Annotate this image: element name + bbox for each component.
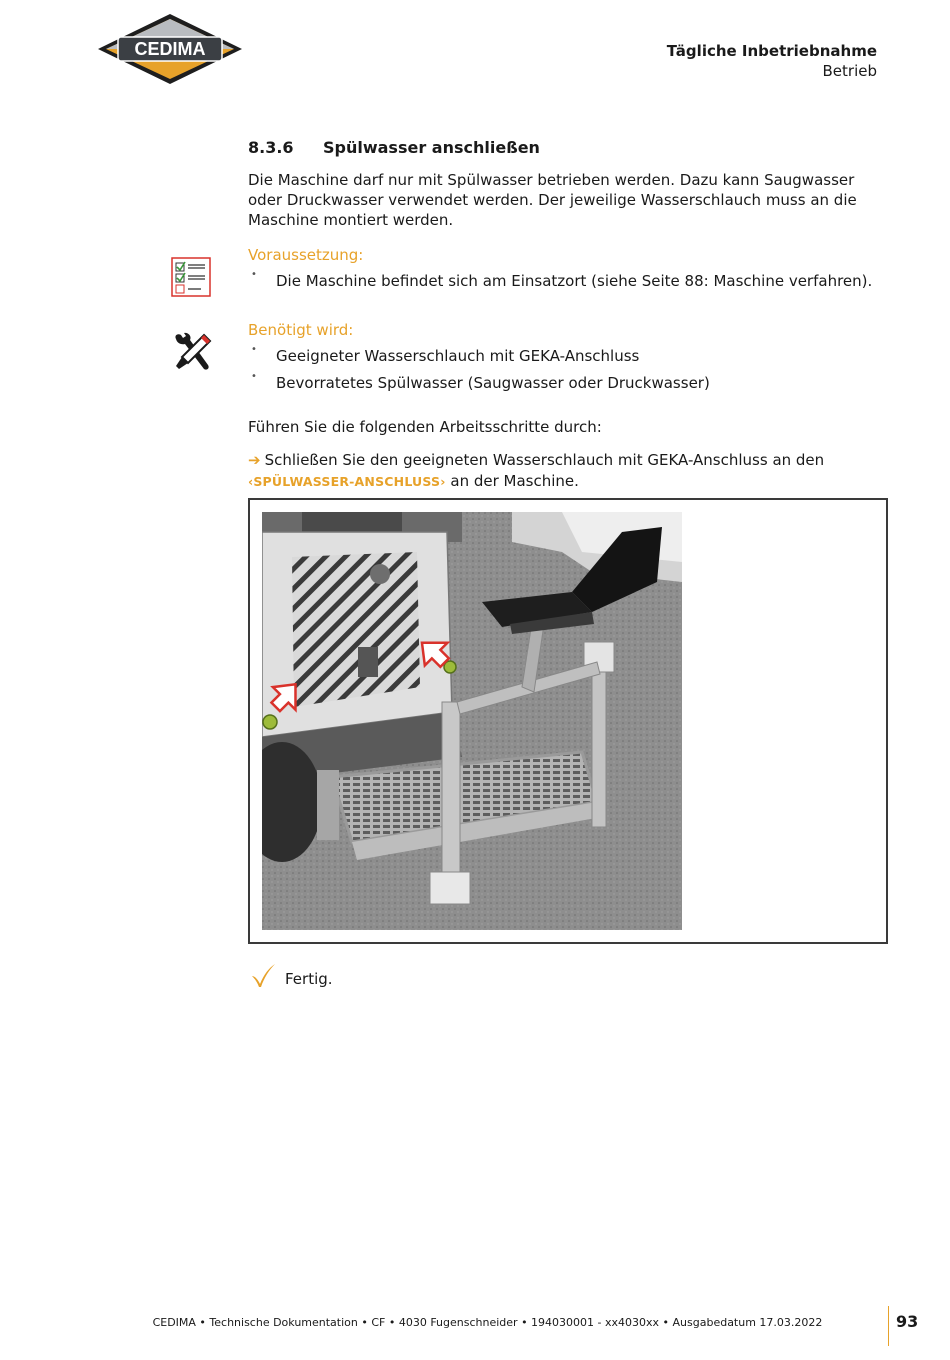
page-divider — [888, 1306, 889, 1346]
header-title: Tägliche Inbetriebnahme — [666, 42, 877, 60]
needed-label: Benötigt wird: — [248, 321, 354, 339]
footer-text: CEDIMA • Technische Dokumentation • CF • 4030 Fugenschneider • 194030001 - xx4030xx • Ausgabedatum 17.03.2022 — [152, 1316, 823, 1329]
prerequisite-item-text: Die Maschine befindet sich am Einsatzort (siehe Seite 88: Maschine verfahren). — [276, 272, 873, 290]
steps-intro: Führen Sie die folgenden Arbeitsschritte durch: — [248, 418, 602, 436]
step-1 — [248, 450, 888, 492]
needed-item-text: Bevorratetes Spülwasser (Saugwasser oder Druckwasser) — [276, 374, 710, 392]
svg-text:CEDIMA: CEDIMA — [134, 39, 206, 59]
section-title: Spülwasser anschließen — [323, 138, 540, 157]
checkmark-icon — [250, 962, 276, 988]
step-1-text: Schließen Sie den geeigneten Wasserschlauch mit GEKA-Anschluss an den — [264, 451, 825, 469]
tools-icon — [170, 331, 214, 375]
page-number: 93 — [896, 1312, 919, 1331]
machine-photo — [262, 512, 682, 930]
section-intro: Die Maschine darf nur mit Spülwasser betrieben werden. Dazu kann Saugwasser oder Druckwasser verwendet werden. Der jeweilige Wasserschlauch muss an die Maschine montiert werden. — [248, 171, 857, 229]
done-text: Fertig. — [285, 970, 333, 988]
step-1-text-end: an der Maschine. — [445, 472, 579, 490]
needed-item-text: Geeigneter Wasserschlauch mit GEKA-Anschluss — [276, 347, 640, 365]
header-subtitle: Betrieb — [822, 62, 877, 80]
figure-frame — [248, 498, 888, 944]
cedima-logo — [96, 12, 244, 86]
bullet-icon: • — [251, 344, 257, 355]
connector-reference: ‹SPÜLWASSER-ANSCHLUSS› — [248, 474, 446, 489]
arrow-right-icon: ➔ — [248, 451, 261, 469]
section-number: 8.3.6 — [248, 138, 294, 157]
checklist-icon — [171, 257, 211, 297]
prerequisite-label: Voraussetzung: — [248, 246, 364, 264]
bullet-icon: • — [251, 371, 257, 382]
bullet-icon: • — [251, 269, 257, 280]
